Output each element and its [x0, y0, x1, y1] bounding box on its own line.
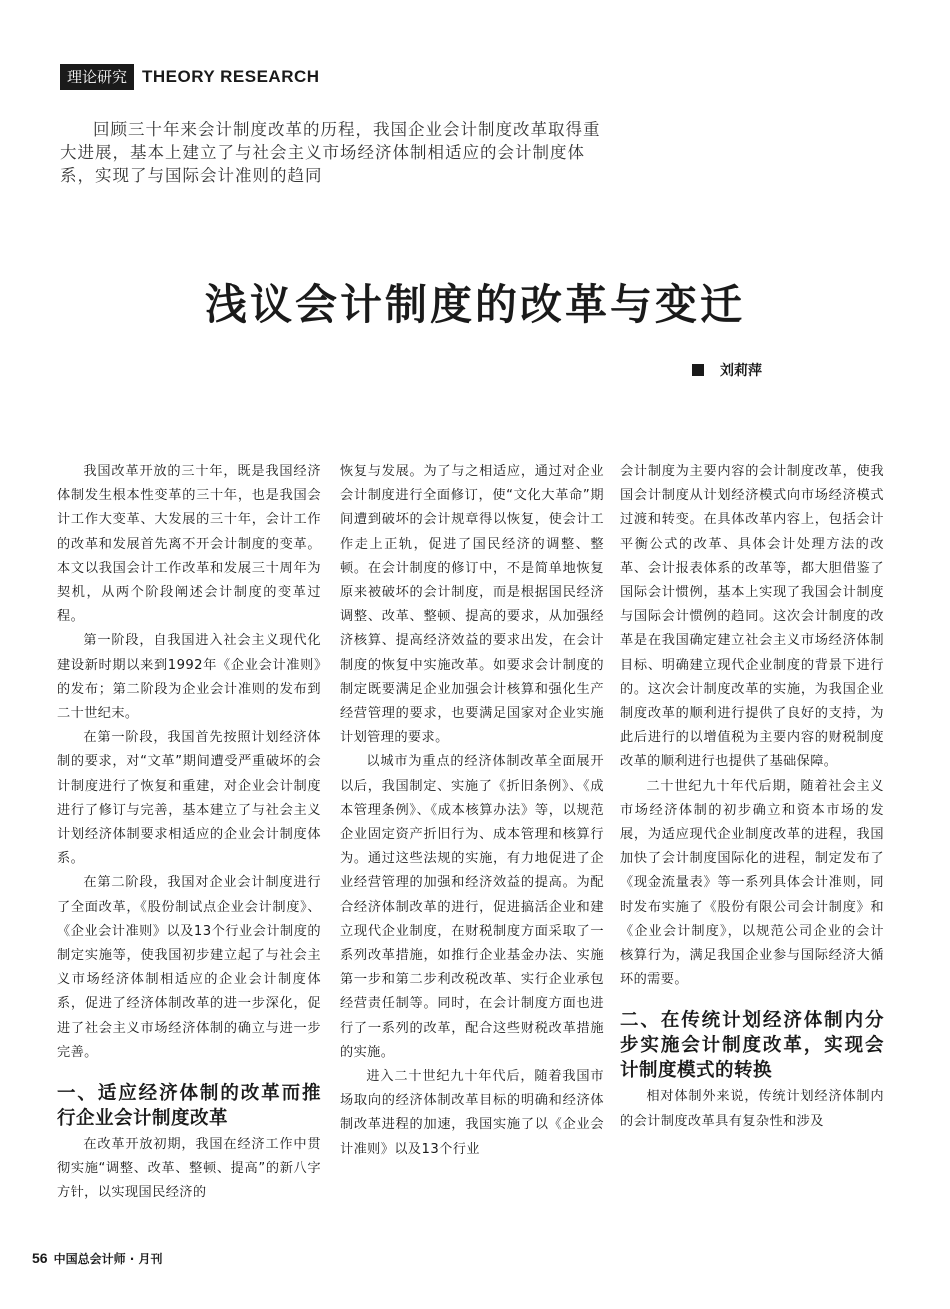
- article-title: 浅议会计制度的改革与变迁: [204, 280, 745, 329]
- paragraph: 在第二阶段，我国对企业会计制度进行了全面改革，《股份制试点企业会计制度》、《企业会计准则》以及13个行业会计制度的制定实施等，使我国初步建立起了与社会主义市场经济体制相适应的企业会计制度体系，促进了经济体制改革的进一步深化，促进了社会主义市场经济体制的确立与进一步完善。: [57, 875, 321, 1060]
- paragraph: 相对体制外来说，传统计划经济体制内的会计制度改革具有复杂性和涉及: [620, 1089, 884, 1129]
- section-tag-en: THEORY RESEARCH: [142, 67, 320, 86]
- paragraph: 二十世纪九十年代后期，随着社会主义市场经济体制的初步确立和资本市场的发展，为适应现代企业制度改革的进程，我国加快了会计制度国际化的进程，制定发布了《现金流量表》等一系列具体会计准则，同时发布实施了《股份有限公司会计制度》和《企业会计制度》，以规范公司企业的会计核算行为，满足我国企业参与国际经济大循环的需要。: [620, 778, 884, 988]
- paragraph: 在改革开放初期，我国在经济工作中贯彻实施“调整、改革、整顿、提高”的新八字方针，以实现国民经济的: [57, 1137, 321, 1201]
- column-1: [57, 460, 321, 1206]
- paragraph: 进入二十世纪九十年代后，随着我国市场取向的经济体制改革目标的明确和经济体制改革进程的加速，我国实施了以《企业会计准则》以及13个行业: [340, 1069, 604, 1157]
- author-name: 刘莉萍: [720, 363, 762, 379]
- page-number: 56: [32, 1250, 48, 1266]
- column-2: [340, 460, 604, 1162]
- paragraph: 会计制度为主要内容的会计制度改革，使我国会计制度从计划经济模式向市场经济模式过渡和转变。在具体改革内容上，包括会计平衡公式的改革、具体会计处理方法的改革、会计报表体系的改革等，都大胆借鉴了国际会计惯例，基本上实现了我国会计制度与国际会计惯例的趋同。这次会计制度的改革是在我国确定建立社会主义市场经济体制目标、明确建立现代企业制度的背景下进行的。这次会计制度改革的实施，为我国企业制度改革的顺利进行提供了良好的支持，为此后进行的以增值税为主要内容的财税制度改革的顺利进行也提供了基础保障。: [620, 464, 884, 770]
- square-bullet-icon: [692, 364, 704, 376]
- page-footer: [32, 1250, 163, 1267]
- abstract: 回顾三十年来会计制度改革的历程，我国企业会计制度改革取得重大进展，基本上建立了与社会主义市场经济体制相适应的会计制度体系，实现了与国际会计准则的趋同: [60, 120, 601, 185]
- paragraph: 我国改革开放的三十年，既是我国经济体制发生根本性变革的三十年，也是我国会计工作大变革、大发展的三十年，会计工作的改革和发展首先离不开会计制度的变革。本文以我国会计工作改革和发展三十周年为契机，从两个阶段阐述会计制度的变革过程。: [57, 464, 321, 625]
- byline: [692, 360, 762, 380]
- paragraph: 第一阶段，自我国进入社会主义现代化建设新时期以来到1992年《企业会计准则》的发布；第二阶段为企业会计准则的发布到二十世纪末。: [57, 633, 321, 722]
- column-3: [620, 460, 884, 1134]
- paragraph: 恢复与发展。为了与之相适应，通过对企业会计制度进行全面修订，使“文化大革命”期间遭到破坏的会计规章得以恢复，使会计工作走上正轨，促进了国民经济的调整、整顿。在会计制度的修订中，不是简单地恢复原来被破坏的会计制度，而是根据国民经济调整、改革、整顿、提高的要求，从加强经济核算、提高经济效益的要求出发，在会计制度的恢复中实施改革。如要求会计制度的制定既要满足企业加强会计核算和强化生产经营管理的要求，也要满足国家对企业实施计划管理的要求。: [340, 464, 604, 746]
- section-heading-1: 一、适应经济体制的改革而推行企业会计制度改革: [57, 1083, 321, 1130]
- paragraph: 以城市为重点的经济体制改革全面展开以后，我国制定、实施了《折旧条例》、《成本管理条例》、《成本核算办法》等，以规范企业固定资产折旧行为、成本管理和核算行为。通过这些法规的实施，有力地促进了企业经营管理的加强和经济效益的提高。为配合经济体制改革的进行，促进搞活企业和建立现代企业制度，在财税制度方面采取了一系列改革措施，如推行企业基金办法、实施第一步和第二步利改税改革、实行企业承包经营责任制等。同时，在会计制度方面也进行了一系列的改革，配合这些财税改革措施的实施。: [340, 754, 604, 1060]
- paragraph: 在第一阶段，我国首先按照计划经济体制的要求，对“文革”期间遭受严重破坏的会计制度进行了恢复和重建，对企业会计制度进行了修订与完善，基本建立了与社会主义计划经济体制要求相适应的企业会计制度体系。: [57, 730, 321, 867]
- section-tag-zh: 理论研究: [60, 64, 134, 90]
- journal-name: 中国总会计师 · 月刊: [53, 1252, 163, 1266]
- section-header: [60, 64, 320, 90]
- section-heading-2: 二、在传统计划经济体制内分步实施会计制度改革，实现会计制度模式的转换: [620, 1010, 884, 1082]
